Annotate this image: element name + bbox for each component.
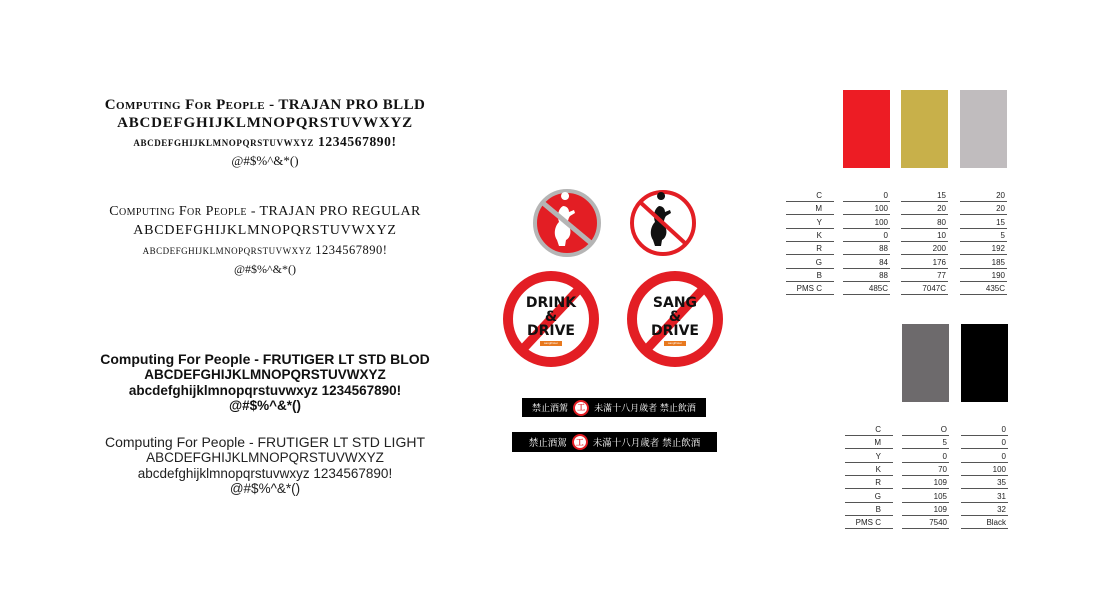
color-spec-value: 80 bbox=[901, 217, 948, 229]
color-swatch bbox=[961, 324, 1008, 402]
color-spec-value: Black bbox=[961, 517, 1008, 529]
color-spec-value: 7540 bbox=[902, 517, 949, 529]
color-spec-label: PMS C bbox=[845, 517, 893, 529]
color-spec-value: 84 bbox=[843, 257, 890, 269]
color-spec-value: 88 bbox=[843, 270, 890, 282]
frutiger-bold-title: Computing For People - FRUTIGER LT STD BLOD bbox=[100, 351, 430, 367]
trajan-regular-specimen bbox=[30, 205, 500, 275]
frutiger-light-uppercase: ABCDEFGHIJKLMNOPQRSTUVWXYZ bbox=[146, 450, 384, 465]
drink-sign-line1: DRINK bbox=[525, 295, 577, 311]
color-spec-value: 100 bbox=[843, 217, 890, 229]
sang-sign-line2: & bbox=[668, 309, 682, 325]
frutiger-light-symbols: @#$%^&*() bbox=[229, 481, 301, 496]
color-spec-value: 20 bbox=[901, 203, 948, 215]
color-spec-label: K bbox=[845, 464, 893, 476]
color-swatch bbox=[902, 324, 949, 402]
warning-banner-short bbox=[522, 398, 706, 417]
color-spec-value: 35 bbox=[961, 477, 1008, 489]
color-spec-value: 7047C bbox=[901, 283, 948, 295]
color-spec-label: G bbox=[786, 257, 834, 269]
color-spec-label: C bbox=[845, 424, 893, 436]
color-spec-value: 32 bbox=[961, 504, 1008, 516]
banner1-left-text: 禁止酒駕 bbox=[532, 404, 569, 414]
color-spec-value: 31 bbox=[961, 491, 1008, 503]
color-spec-value: 485C bbox=[843, 283, 890, 295]
sang-sign-line3: DRIVE bbox=[650, 323, 699, 339]
color-spec-value: 15 bbox=[901, 190, 948, 202]
color-spec-value: 88 bbox=[843, 243, 890, 255]
color-spec-label: Y bbox=[845, 451, 893, 463]
drink-sign-line2: & bbox=[544, 309, 558, 325]
color-spec-value: 192 bbox=[960, 243, 1007, 255]
no-drink-drive-sign bbox=[502, 270, 600, 368]
color-spec-label: K bbox=[786, 230, 834, 242]
color-swatch bbox=[843, 90, 890, 168]
color-spec-label: M bbox=[845, 437, 893, 449]
frutiger-bold-specimen bbox=[30, 352, 500, 413]
color-swatch bbox=[960, 90, 1007, 168]
color-spec-value: 5 bbox=[960, 230, 1007, 242]
color-spec-label: Y bbox=[786, 217, 834, 229]
color-spec-value: 100 bbox=[961, 464, 1008, 476]
color-spec-value: 0 bbox=[961, 451, 1008, 463]
color-spec-value: 15 bbox=[960, 217, 1007, 229]
color-spec-label: C bbox=[786, 190, 834, 202]
banner2-right-text: 未滿十八月歲者 禁止飲酒 bbox=[592, 438, 701, 449]
banner2-left-text: 禁止酒駕 bbox=[528, 438, 567, 449]
sang-sign-line1: SANG bbox=[652, 295, 698, 311]
color-spec-value: 0 bbox=[902, 451, 949, 463]
drink-sign-badge: sangfirster bbox=[540, 341, 562, 346]
warning-banner-long bbox=[512, 432, 717, 452]
color-spec-value: 0 bbox=[843, 190, 890, 202]
trajan-bold-title: Computing For People - TRAJAN PRO BLLD bbox=[104, 97, 426, 113]
trajan-regular-uppercase: ABCDEFGHIJKLMNOPQRSTUVWXYZ bbox=[133, 223, 397, 238]
trajan-regular-symbols: @#$%^&*() bbox=[233, 261, 296, 276]
color-spec-value: 190 bbox=[960, 270, 1007, 282]
color-spec-value: 0 bbox=[961, 437, 1008, 449]
color-spec-label: M bbox=[786, 203, 834, 215]
trajan-regular-title: Computing For People - TRAJAN PRO REGULAR bbox=[109, 204, 421, 219]
color-spec-value: 5 bbox=[902, 437, 949, 449]
color-spec-label: R bbox=[845, 477, 893, 489]
color-spec-value: 0 bbox=[843, 230, 890, 242]
frutiger-bold-lowercase: abcdefghijklmnopqrstuvwxyz 1234567890! bbox=[128, 382, 402, 398]
trajan-regular-lowercase: abcdefghijklmnopqrstuvwxyz 1234567890! bbox=[142, 243, 388, 257]
color-spec-value: 435C bbox=[960, 283, 1007, 295]
trajan-bold-uppercase: ABCDEFGHIJKLMNOPQRSTUVWXYZ bbox=[117, 115, 413, 131]
banner2-badge-icon: 工 bbox=[572, 434, 588, 450]
frutiger-bold-uppercase: ABCDEFGHIJKLMNOPQRSTUVWXYZ bbox=[144, 367, 386, 382]
color-spec-value: 77 bbox=[901, 270, 948, 282]
frutiger-bold-symbols: @#$%^&*() bbox=[228, 398, 302, 413]
trajan-bold-lowercase: abcdefghijklmnopqrstuvwxyz 1234567890! bbox=[133, 134, 397, 149]
color-spec-value: 109 bbox=[902, 477, 949, 489]
banner1-badge-icon: 工 bbox=[573, 400, 589, 416]
color-spec-value: 10 bbox=[901, 230, 948, 242]
trajan-bold-symbols: @#$%^&*() bbox=[231, 152, 299, 168]
sang-sign-badge: sangfirster bbox=[664, 341, 686, 346]
no-sang-drive-sign bbox=[626, 270, 724, 368]
color-spec-value: O bbox=[902, 424, 949, 436]
color-spec-value: 100 bbox=[843, 203, 890, 215]
color-spec-value: 109 bbox=[902, 504, 949, 516]
color-spec-value: 20 bbox=[960, 190, 1007, 202]
color-spec-value: 200 bbox=[901, 243, 948, 255]
trajan-bold-specimen bbox=[30, 98, 500, 167]
frutiger-light-specimen bbox=[30, 435, 500, 496]
color-spec-value: 105 bbox=[902, 491, 949, 503]
color-spec-value: 20 bbox=[960, 203, 1007, 215]
frutiger-light-title: Computing For People - FRUTIGER LT STD LIGHT bbox=[104, 434, 425, 450]
color-spec-value: 70 bbox=[902, 464, 949, 476]
color-spec-label: PMS C bbox=[786, 283, 834, 295]
color-spec-value: 0 bbox=[961, 424, 1008, 436]
banner1-right-text: 未滿十八月歲者 禁止飲酒 bbox=[594, 404, 696, 414]
color-spec-value: 185 bbox=[960, 257, 1007, 269]
color-spec-label: B bbox=[845, 504, 893, 516]
color-spec-value: 176 bbox=[901, 257, 948, 269]
drink-sign-line3: DRIVE bbox=[526, 323, 575, 339]
color-swatch bbox=[901, 90, 948, 168]
frutiger-light-lowercase: abcdefghijklmnopqrstuvwxyz 1234567890! bbox=[137, 465, 393, 481]
no-pregnant-drinking-icon-red bbox=[532, 188, 602, 258]
color-spec-label: R bbox=[786, 243, 834, 255]
color-spec-label: G bbox=[845, 491, 893, 503]
no-pregnant-drinking-icon-outline bbox=[628, 188, 698, 258]
color-spec-label: B bbox=[786, 270, 834, 282]
